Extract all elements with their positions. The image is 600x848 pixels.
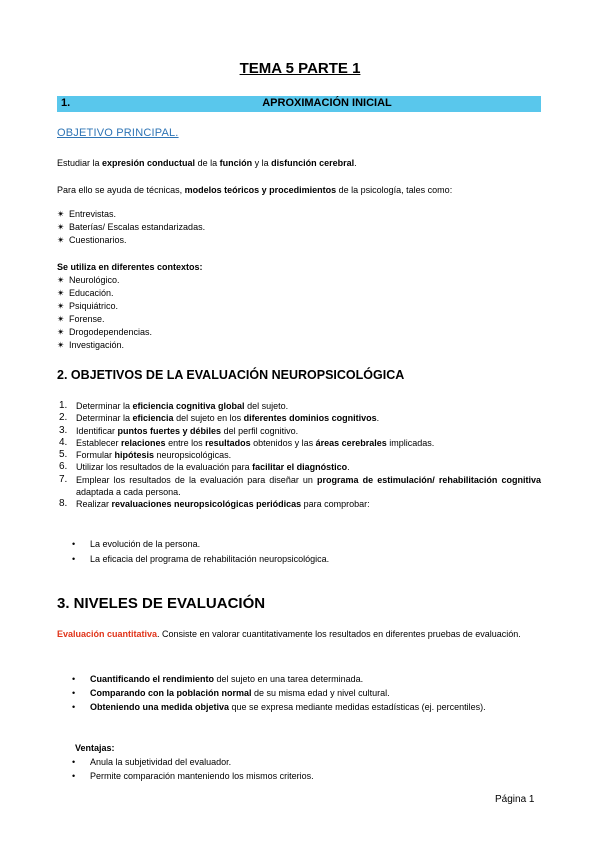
list-item: 4. Establecer relaciones entre los resultados obtenidos y las áreas cerebrales implicadas. (59, 436, 435, 448)
quantitative-methods-list (72, 673, 541, 714)
list-item: 8. Realizar revaluaciones neuropsicológicas periódicas para comprobar: (59, 498, 370, 510)
evaluation-checks-list (72, 538, 330, 566)
list-item: ✴ Neurológico. (57, 275, 120, 285)
section-3-title: 3. NIVELES DE EVALUACIÓN (57, 595, 266, 612)
techniques-list (57, 208, 205, 247)
page-number: Página 1 (495, 794, 535, 805)
list-item: ✴ Forense. (57, 314, 105, 324)
star-bullet-icon: ✴ (57, 301, 65, 311)
bullet-icon: • (72, 539, 76, 549)
list-item: • Comparando con la población normal de su misma edad y nivel cultural. (72, 688, 390, 698)
list-item: • Obteniendo una medida objetiva que se expresa mediante medidas estadísticas (ej. percentiles). (72, 702, 486, 712)
advantages-list (72, 756, 314, 783)
page-title: TEMA 5 PARTE 1 (239, 60, 361, 77)
section-1-title: APROXIMACIÓN INICIAL (262, 97, 392, 109)
list-item: • La evolución de la persona. (72, 539, 201, 549)
star-bullet-icon: ✴ (57, 222, 65, 232)
section-2-title: 2. OBJETIVOS DE LA EVALUACIÓN NEUROPSICOLÓGICA (57, 368, 405, 382)
bullet-icon: • (72, 757, 76, 767)
list-item: ✴ Baterías/ Escalas estandarizadas. (57, 222, 206, 232)
list-item: • Anula la subjetividad del evaluador. (72, 757, 232, 767)
list-item: ✴ Entrevistas. (57, 209, 117, 219)
bullet-icon: • (72, 771, 76, 781)
star-bullet-icon: ✴ (57, 288, 65, 298)
list-item: • La eficacia del programa de rehabilitación neuropsicológica. (72, 554, 330, 564)
star-bullet-icon: ✴ (57, 327, 65, 337)
objectives-list (59, 400, 541, 511)
quantitative-paragraph: Evaluación cuantitativa. Consiste en valorar cuantitativamente los resultados en diferentes pruebas de evaluación. (57, 629, 521, 639)
star-bullet-icon: ✴ (57, 235, 65, 245)
bullet-icon: • (72, 702, 76, 712)
list-item: • Permite comparación manteniendo los mismos criterios. (72, 771, 314, 781)
list-item: ✴ Educación. (57, 288, 114, 298)
list-item: 6. Utilizar los resultados de la evaluación para facilitar el diagnóstico. (59, 461, 350, 473)
advantages-heading: Ventajas: (75, 743, 115, 753)
list-item: ✴ Investigación. (57, 340, 125, 350)
bullet-icon: • (72, 674, 76, 684)
objective-intro-paragraph: Para ello se ayuda de técnicas, modelos teóricos y procedimientos de la psicología, tales como: (57, 185, 453, 195)
star-bullet-icon: ✴ (57, 275, 65, 285)
list-item: 7. Emplear los resultados de la evaluación para diseñar un programa de estimulación/ rehabilitación cognitiva adaptada a cada persona. (59, 473, 541, 498)
contexts-heading: Se utiliza en diferentes contextos: (57, 262, 203, 272)
contexts-list (57, 274, 152, 352)
list-item: ✴ Psiquiátrico. (57, 301, 119, 311)
objective-heading: OBJETIVO PRINCIPAL. (57, 127, 179, 139)
star-bullet-icon: ✴ (57, 314, 65, 324)
star-bullet-icon: ✴ (57, 209, 65, 219)
list-item: • Cuantificando el rendimiento del sujeto en una tarea determinada. (72, 674, 364, 684)
bullet-icon: • (72, 554, 76, 564)
star-bullet-icon: ✴ (57, 340, 65, 350)
list-item: 5. Formular hipótesis neuropsicológicas. (59, 449, 232, 461)
section-1-number: 1. (61, 97, 71, 109)
list-item: ✴ Cuestionarios. (57, 235, 127, 245)
bullet-icon: • (72, 688, 76, 698)
list-item: 2. Determinar la eficiencia del sujeto en los diferentes dominios cognitivos. (59, 412, 380, 424)
list-item: 1. Determinar la eficiencia cognitiva global del sujeto. (59, 400, 289, 411)
list-item: ✴ Drogodependencias. (57, 327, 153, 337)
list-item: 3. Identificar puntos fuertes y débiles del perfil cognitivo. (59, 424, 299, 436)
objective-study-paragraph: Estudiar la expresión conductual de la función y la disfunción cerebral. (57, 158, 357, 168)
